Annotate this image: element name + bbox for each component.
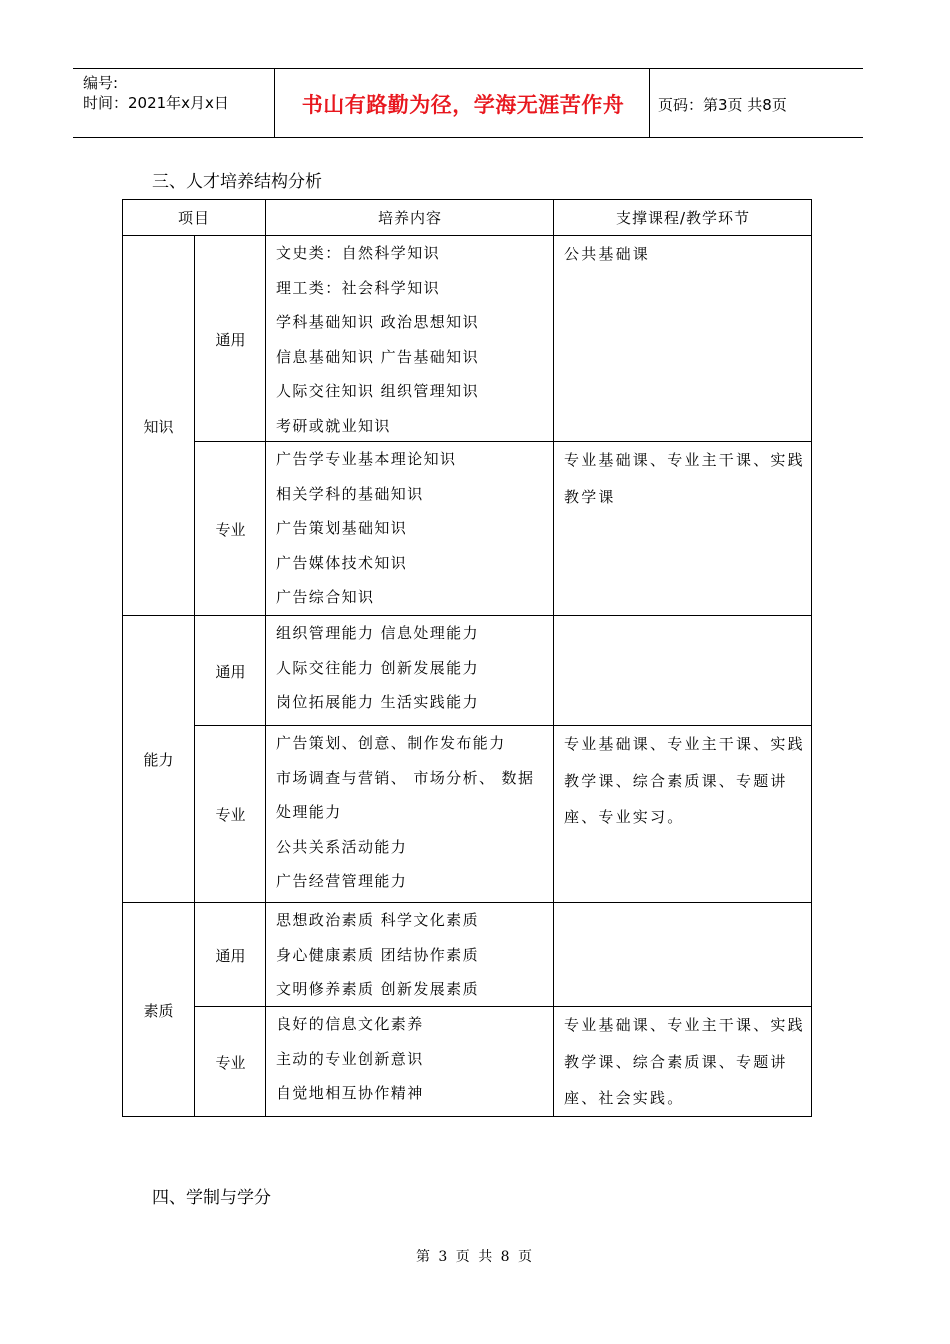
row-sub-label: 通用 xyxy=(194,615,266,726)
content-line: 考研或就业知识 xyxy=(276,416,391,435)
group-label-knowledge: 知识 xyxy=(122,235,195,616)
support-line: 教学课、综合素质课、专题讲 xyxy=(564,771,788,790)
content-line: 文史类：自然科学知识 xyxy=(276,244,441,262)
section-3-title: 三、人才培养结构分析 xyxy=(152,172,322,192)
header-page-label: 页码：第3页 共8页 xyxy=(658,96,787,114)
content-line: 广告综合知识 xyxy=(276,588,375,606)
support-course-cell xyxy=(553,902,812,1007)
column-header-content: 培养内容 xyxy=(265,199,554,236)
training-content-cell xyxy=(265,441,554,616)
section-4-title: 四、学制与学分 xyxy=(152,1188,271,1208)
header-motto: 书山有路勤为径，学海无涯苦作舟 xyxy=(301,93,625,117)
support-line: 专业基础课、专业主干课、实践 xyxy=(564,1016,805,1034)
content-line: 相关学科的基础知识 xyxy=(276,484,424,503)
support-course-cell xyxy=(553,1006,812,1117)
training-content-cell xyxy=(265,615,554,726)
training-content-cell xyxy=(265,902,554,1007)
content-line: 自觉地相互协作精神 xyxy=(276,1084,424,1102)
document-number-label: 编号: xyxy=(83,74,119,92)
content-line: 公共关系活动能力 xyxy=(276,837,408,856)
content-line: 处理能力 xyxy=(276,803,342,821)
content-line: 理工类：社会科学知识 xyxy=(276,278,441,297)
content-line: 广告策划、创意、制作发布能力 xyxy=(276,734,506,752)
page-footer: 第 3 页 共 8 页 xyxy=(415,1249,535,1265)
support-line: 座、社会实践。 xyxy=(564,1089,685,1107)
training-content-cell xyxy=(265,1006,554,1117)
content-line: 主动的专业创新意识 xyxy=(276,1049,424,1068)
content-line: 广告媒体技术知识 xyxy=(276,553,408,572)
column-header-item: 项目 xyxy=(177,209,210,227)
content-line: 广告学专业基本理论知识 xyxy=(276,450,457,468)
support-course-cell xyxy=(553,441,812,616)
row-sub-label: 通用 xyxy=(194,235,266,442)
content-line: 岗位拓展能力 生活实践能力 xyxy=(276,693,479,711)
support-course-cell xyxy=(553,235,812,442)
content-line: 市场调查与营销、 市场分析、 数据 xyxy=(276,768,535,787)
content-line: 身心健康素质 团结协作素质 xyxy=(276,945,479,964)
content-line: 广告经营管理能力 xyxy=(276,872,408,890)
content-line: 文明修养素质 创新发展素质 xyxy=(276,980,479,998)
support-line: 教学课、综合素质课、专题讲 xyxy=(564,1052,788,1071)
support-line: 公共基础课 xyxy=(564,245,651,263)
group-label-ability: 能力 xyxy=(122,615,195,903)
content-line: 信息基础知识 广告基础知识 xyxy=(276,347,479,366)
talent-structure-table xyxy=(122,199,812,1117)
row-sub-label: 专业 xyxy=(194,1006,266,1117)
support-line: 专业基础课、专业主干课、实践 xyxy=(564,451,805,469)
content-line: 广告策划基础知识 xyxy=(276,519,408,537)
header-meta xyxy=(83,73,229,113)
content-line: 思想政治素质 科学文化素质 xyxy=(276,911,479,929)
support-line: 专业基础课、专业主干课、实践 xyxy=(564,735,805,753)
support-course-cell xyxy=(553,725,812,903)
content-line: 良好的信息文化素养 xyxy=(276,1015,424,1033)
content-line: 组织管理能力 信息处理能力 xyxy=(276,624,479,642)
support-course-cell xyxy=(553,615,812,726)
row-sub-label: 通用 xyxy=(194,902,266,1007)
row-sub-label: 专业 xyxy=(194,725,266,903)
content-line: 人际交往知识 组织管理知识 xyxy=(276,382,479,400)
row-sub-label: 专业 xyxy=(194,441,266,616)
page-header xyxy=(73,68,863,138)
content-line: 人际交往能力 创新发展能力 xyxy=(276,658,479,677)
training-content-cell xyxy=(265,725,554,903)
content-line: 学科基础知识 政治思想知识 xyxy=(276,313,479,331)
support-line: 教学课 xyxy=(564,487,616,506)
group-label-quality: 素质 xyxy=(122,902,195,1117)
training-content-cell xyxy=(265,235,554,442)
column-header-support: 支撑课程/教学环节 xyxy=(553,199,812,236)
support-line: 座、专业实习。 xyxy=(564,808,685,826)
document-time-label: 时间：2021年x月x日 xyxy=(83,94,229,112)
